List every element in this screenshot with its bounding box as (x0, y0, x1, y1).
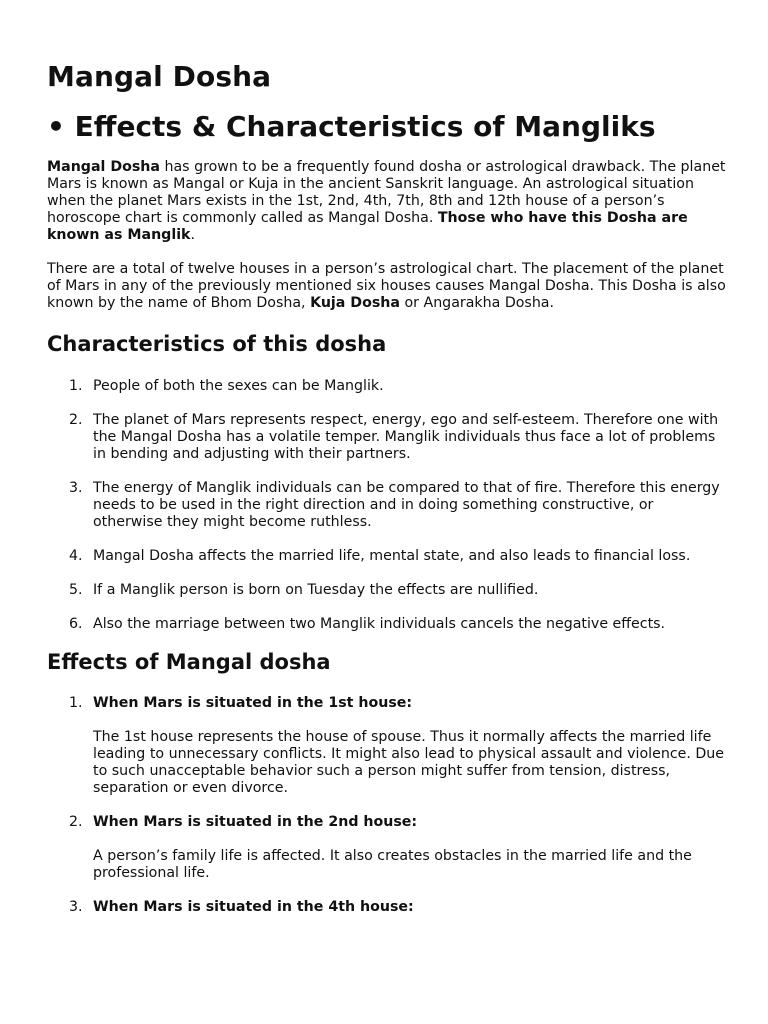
list-number: 6. (69, 616, 83, 632)
list-item (47, 480, 727, 531)
list-number: 5. (69, 582, 83, 598)
document-page (47, 58, 727, 916)
list-item (47, 616, 727, 633)
list-item (47, 899, 727, 916)
intro-paragraph-1 (47, 159, 727, 244)
list-text: People of both the sexes can be Manglik. (93, 378, 384, 394)
page-title: Mangal Dosha (47, 60, 272, 93)
list-number: 3. (69, 480, 83, 496)
intro-bold-manglik: Those who have this Dosha are known as Manglik (47, 210, 688, 243)
effect-heading: When Mars is situated in the 1st house: (93, 695, 413, 711)
intro-paragraph-2 (47, 261, 727, 312)
intro-bold-term: Mangal Dosha (47, 159, 160, 175)
intro-end: . (190, 227, 196, 243)
effects-heading: Effects of Mangal dosha (47, 650, 331, 674)
list-number: 1. (69, 695, 83, 711)
intro2-bold-kuja: Kuja Dosha (310, 295, 400, 311)
list-number: 4. (69, 548, 83, 564)
effect-description: A person’s family life is affected. It also creates obstacles in the married life and the professional life. (93, 848, 692, 881)
list-number: 2. (69, 814, 83, 830)
list-number: 2. (69, 412, 83, 428)
list-text: The planet of Mars represents respect, energy, ego and self-esteem. Therefore one with the Mangal Dosha has a volatile temper. Manglik individuals thus face a lot of problems in bending and adjusting with their partners. (93, 412, 719, 462)
effects-list (47, 695, 727, 916)
list-item (47, 582, 727, 599)
characteristics-list (47, 378, 727, 633)
list-text: Also the marriage between two Manglik individuals cancels the negative effects. (93, 616, 666, 632)
effect-heading: When Mars is situated in the 2nd house: (93, 814, 418, 830)
list-text: The energy of Manglik individuals can be compared to that of fire. Therefore this energy needs to be used in the right direction and in doing something constructive, or otherwise they might become ruthless. (93, 480, 720, 530)
list-item (47, 814, 727, 882)
intro2-end: or Angarakha Dosha. (399, 295, 555, 311)
page-subtitle: • Effects & Characteristics of Mangliks (47, 110, 656, 143)
effect-description: The 1st house represents the house of spouse. Thus it normally affects the married life leading to unnecessary conflicts. It might also lead to physical assault and violence. Due to such unacceptable behavior such a person might suffer from tension, distress, separation or even divorce. (93, 729, 725, 796)
list-number: 1. (69, 378, 83, 394)
effect-heading: When Mars is situated in the 4th house: (93, 899, 414, 915)
characteristics-heading: Characteristics of this dosha (47, 332, 387, 356)
list-item (47, 378, 727, 395)
list-text: If a Manglik person is born on Tuesday the effects are nullified. (93, 582, 539, 598)
list-item (47, 548, 727, 565)
intro-text: has grown to be a frequently found dosha or astrological drawback. The planet Mars is known as Mangal or Kuja in the ancient Sanskrit language. An astrological situation when the planet Mars exists in the 1st, 2nd, 4th, 7th, 8th and 12th house of a person’s horoscope chart is commonly called as Mangal Dosha. (47, 159, 726, 226)
intro2-text: There are a total of twelve houses in a person’s astrological chart. The placement of the planet of Mars in any of the previously mentioned six houses causes Mangal Dosha. This Dosha is also known by the name of Bhom Dosha, (47, 261, 726, 311)
list-text: Mangal Dosha affects the married life, mental state, and also leads to financial loss. (93, 548, 691, 564)
list-number: 3. (69, 899, 83, 915)
list-item (47, 412, 727, 463)
list-item (47, 695, 727, 797)
